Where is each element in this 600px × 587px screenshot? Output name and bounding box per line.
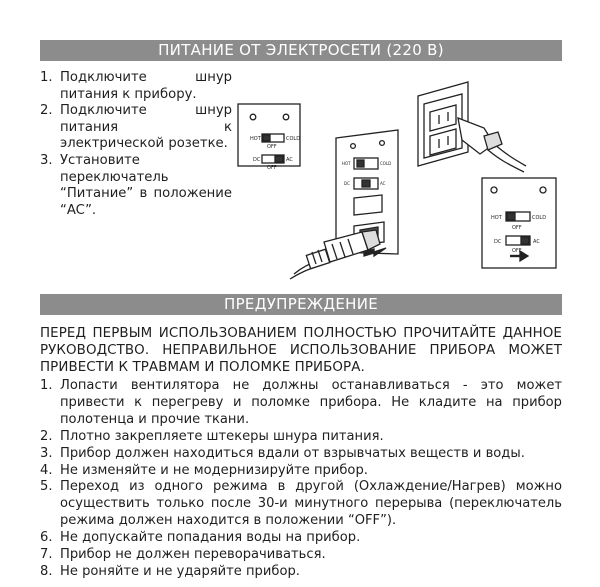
item-number: 7. <box>40 547 53 563</box>
label-ac: AC <box>286 157 293 163</box>
label-cold: COLD <box>380 161 392 166</box>
label-hot: HOT <box>342 161 351 166</box>
label-ac: AC <box>380 181 386 186</box>
list-item <box>40 479 562 530</box>
item-text: Не изменяйте и не модернизируйте прибор. <box>60 462 368 478</box>
item-text: Не роняйте и не ударяйте прибор. <box>60 563 300 579</box>
label-dc: DC <box>253 157 261 163</box>
label-off: OFF <box>267 144 277 150</box>
warning-list <box>40 378 562 581</box>
list-item <box>40 463 562 480</box>
switch-panel-ac <box>482 178 556 268</box>
power-connection-illustration <box>236 74 562 286</box>
label-hot: HOT <box>491 215 502 221</box>
power-section-title: ПИТАНИЕ ОТ ЭЛЕКТРОСЕТИ (220 В) <box>40 40 562 61</box>
item-text: Лопасти вентилятора не должны останавливаться - это может привести к перегреву и поломке прибора. Не кладите на прибор полотенца и прочие ткани. <box>60 378 562 427</box>
item-number: 2. <box>40 428 53 444</box>
item-number: 3. <box>40 445 53 461</box>
list-item <box>40 530 562 547</box>
step-text: Подключите шнур питания к электрической розетке. <box>60 103 232 152</box>
step-text: Установите переключатель “Питание” в положение “AC”. <box>60 152 232 218</box>
label-cold: COLD <box>532 215 547 221</box>
label-off: OFF <box>512 248 522 254</box>
label-cold: COLD <box>286 136 301 142</box>
step-number: 3. <box>40 152 53 168</box>
label-hot: HOT <box>250 136 261 142</box>
list-item <box>40 153 232 219</box>
item-number: 8. <box>40 563 53 579</box>
step-text: Подключите шнур питания к прибору. <box>60 70 232 102</box>
list-item <box>40 378 562 429</box>
label-off: OFF <box>512 225 522 231</box>
item-number: 1. <box>40 378 53 393</box>
warning-intro: ПЕРЕД ПЕРВЫМ ИСПОЛЬЗОВАНИЕМ ПОЛНОСТЬЮ ПРОЧИТАЙТЕ ДАННОЕ РУКОВОДСТВО. НЕПРАВИЛЬНОЕ ИСПОЛЬЗОВАНИЕ ПРИБОРА МОЖЕТ ПРИВЕСТИ К ТРАВМАМ И ПОЛОМКЕ ПРИБОРА. <box>40 326 562 375</box>
step-number: 1. <box>40 70 53 85</box>
item-text: Прибор не должен переворачиваться. <box>60 547 326 563</box>
item-number: 4. <box>40 462 53 478</box>
label-dc: DC <box>494 239 502 245</box>
list-item <box>40 70 232 103</box>
list-item <box>40 446 562 463</box>
item-text: Переход из одного режима в другой (Охлаждение/Нагрев) можно осуществить только после 30-и минутного перерыва (переключатель режима должен находится в положении “OFF”). <box>60 479 562 529</box>
warning-section-title: ПРЕДУПРЕЖДЕНИЕ <box>40 294 562 315</box>
label-off: OFF <box>267 165 277 171</box>
list-item <box>40 564 562 581</box>
item-number: 6. <box>40 530 53 546</box>
item-text: Не допускайте попадания воды на прибор. <box>60 530 361 546</box>
item-number: 5. <box>40 479 53 495</box>
item-text: Прибор должен находиться вдали от взрывчатых веществ и воды. <box>60 445 525 461</box>
item-text: Плотно закрепляете штекеры шнура питания. <box>60 428 384 444</box>
power-steps-list <box>40 70 232 219</box>
label-ac: AC <box>533 239 540 245</box>
label-dc: DC <box>344 181 350 186</box>
step-number: 2. <box>40 103 53 119</box>
list-item <box>40 103 232 153</box>
wall-socket <box>418 82 526 172</box>
list-item <box>40 429 562 446</box>
list-item <box>40 547 562 564</box>
